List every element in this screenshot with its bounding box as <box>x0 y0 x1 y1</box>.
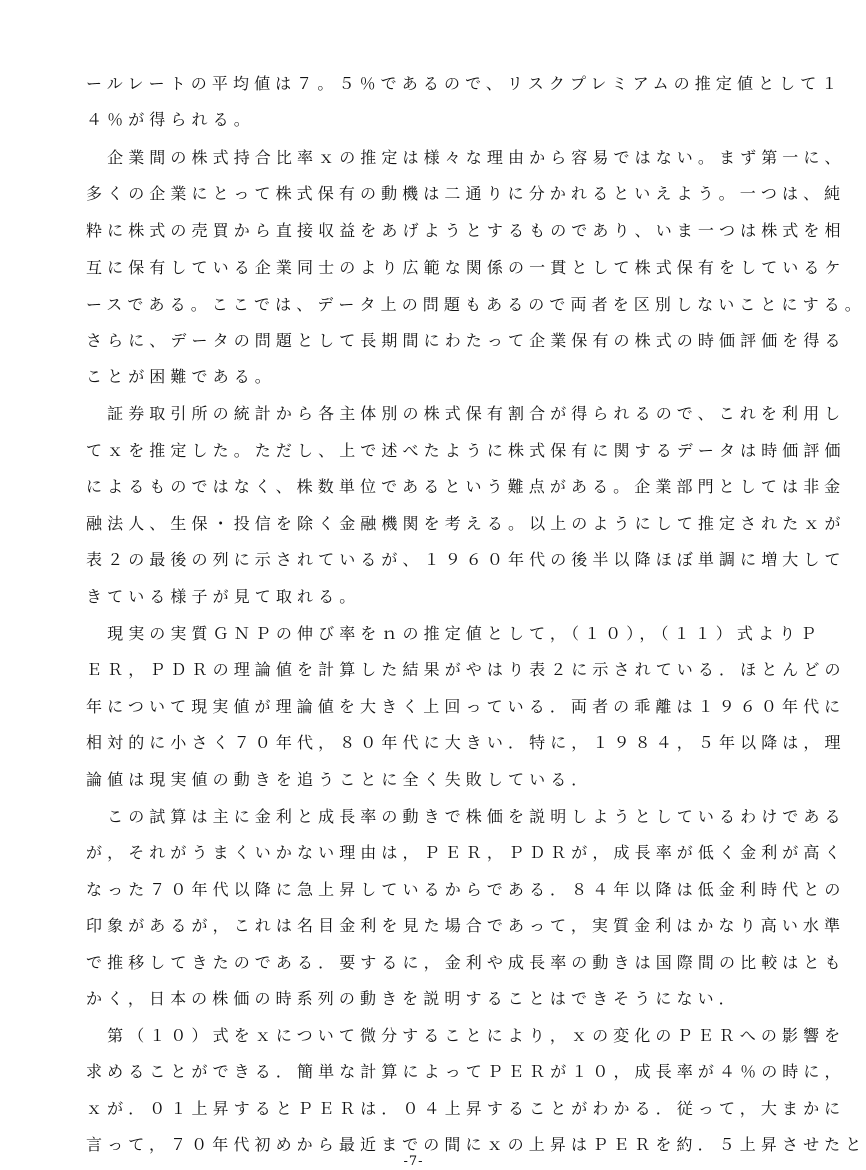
page-number: -7- <box>403 1154 424 1169</box>
text-line: きている様子が見て取れる。 <box>86 587 361 606</box>
text-line: によるものではなく、株数単位であるという難点がある。企業部門としては非金 <box>86 477 846 496</box>
text-line: 互に保有している企業同士のより広範な関係の一貫として株式保有をしているケ <box>86 258 846 277</box>
text-line: ールレートの平均値は７。５％であるので、リスクプレミアムの推定値として１ <box>86 74 843 93</box>
text-line: ｘが．０１上昇するとＰＥＲは．０４上昇することがわかる．従って，大まかに <box>86 1099 846 1118</box>
text-line: 表２の最後の列に示されているが、１９６０年代の後半以降ほぼ単調に増大して <box>86 550 846 569</box>
text-line: てｘを推定した。ただし、上で述べたように株式保有に関するデータは時価評価 <box>86 441 846 460</box>
text-line: 証券取引所の統計から各主体別の株式保有割合が得られるので、これを利用し <box>86 404 846 423</box>
text-line: 企業間の株式持合比率ｘの推定は様々な理由から容易ではない。まず第一に、 <box>86 148 846 167</box>
text-line: さらに、データの問題として長期間にわたって企業保有の株式の時価評価を得る <box>86 331 846 350</box>
text-line: 論値は現実値の動きを追うことに全く失敗している． <box>86 770 593 789</box>
text-line: で推移してきたのである．要するに，金利や成長率の動きは国際間の比較はとも <box>86 953 846 972</box>
text-line: 求めることができる．簡単な計算によってＰＥＲが１０，成長率が４％の時に， <box>86 1062 846 1081</box>
text-line: 印象があるが，これは名目金利を見た場合であって，実質金利はかなり高い水準 <box>86 916 846 935</box>
text-line: ４％が得られる。 <box>86 110 255 129</box>
text-line: 現実の実質ＧＮＰの伸び率をｎの推定値として，（１０），（１１）式よりＰ <box>86 624 822 643</box>
text-line: ＥＲ，ＰＤＲの理論値を計算した結果がやはり表２に示されている．ほとんどの <box>86 660 846 679</box>
text-line: ースである。ここでは、データ上の問題もあるので両者を区別しないことにする。 <box>86 295 866 314</box>
text-line: 粋に株式の売買から直接収益をあげようとするものであり、いま一つは株式を相 <box>86 221 846 240</box>
text-line: が，それがうまくいかない理由は，ＰＥＲ，ＰＤＲが，成長率が低く金利が高く <box>86 843 846 862</box>
text-line: 年について現実値が理論値を大きく上回っている．両者の乖離は１９６０年代に <box>86 697 846 716</box>
text-line: この試算は主に金利と成長率の動きで株価を説明しようとしているわけである <box>86 807 846 826</box>
text-line: なった７０年代以降に急上昇しているからである．８４年以降は低金利時代との <box>86 880 846 899</box>
text-line: 融法人、生保・投信を除く金融機関を考える。以上のようにして推定されたｘが <box>86 514 846 533</box>
text-line: 言って，７０年代初めから最近までの間にｘの上昇はＰＥＲを約．５上昇させたと <box>86 1135 866 1154</box>
text-line: 相対的に小さく７０年代，８０年代に大きい．特に，１９８４，５年以降は，理 <box>86 733 846 752</box>
text-line: かく，日本の株価の時系列の動きを説明することはできそうにない． <box>86 989 740 1008</box>
text-line: 多くの企業にとって株式保有の動機は二通りに分かれるといえよう。一つは、純 <box>86 184 846 203</box>
text-line: ことが困難である。 <box>86 367 276 386</box>
text-line: 第（１０）式をｘについて微分することにより，ｘの変化のＰＥＲへの影響を <box>86 1026 846 1045</box>
